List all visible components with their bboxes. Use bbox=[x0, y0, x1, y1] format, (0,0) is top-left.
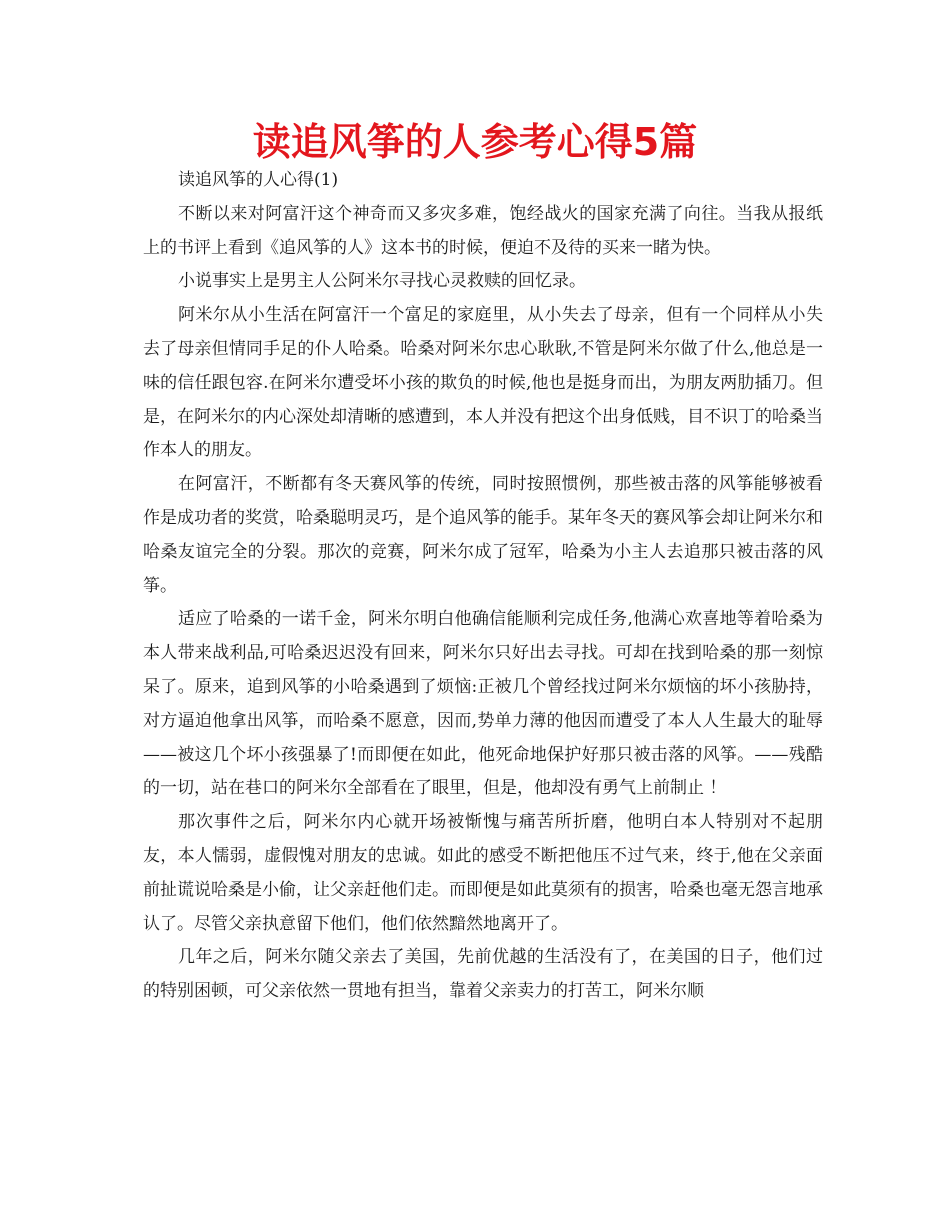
document-body bbox=[143, 164, 823, 1009]
paragraph: 适应了哈桑的一诺千金，阿米尔明白他确信能顺利完成任务,他满心欢喜地等着哈桑为本人带来战利品,可哈桑迟迟没有回来，阿米尔只好出去寻找。可却在找到哈桑的那一刻惊呆了。原来，追到风筝的小哈桑遇到了烦恼:正被几个曾经找过阿米尔烦恼的坏小孩胁持，对方逼迫他拿出风筝，而哈桑不愿意，因而,势单力薄的他因而遭受了本人人生最大的耻辱——被这几个坏小孩强暴了!而即便在如此，他死命地保护好那只被击落的风筝。——残酷的一切，站在巷口的阿米尔全部看在了眼里，但是，他却没有勇气上前制止 ！ bbox=[143, 609, 823, 799]
paragraph: 阿米尔从小生活在阿富汗一个富足的家庭里，从小失去了母亲，但有一个同样从小失去了母亲但情同手足的仆人哈桑。哈桑对阿米尔忠心耿耿,不管是阿米尔做了什么,他总是一味的信任跟包容.在阿米尔遭受坏小孩的欺负的时候,他也是挺身而出，为朋友两肋插刀。但是，在阿米尔的内心深处却清晰的感遭到，本人并没有把这个出身低贱，目不识丁的哈桑当作本人的朋友。 bbox=[143, 305, 823, 461]
paragraph: 小说事实上是男主人公阿米尔寻找心灵救赎的回忆录。 bbox=[178, 271, 586, 292]
document-title: 读追风筝的人参考心得5篇 bbox=[252, 120, 698, 164]
paragraph-subtitle: 读追风筝的人心得(1) bbox=[178, 170, 339, 190]
paragraph: 几年之后，阿米尔随父亲去了美国，先前优越的生活没有了，在美国的日子，他们过的特别困顿，可父亲依然一贯地有担当，靠着父亲卖力的打苦工，阿米尔顺 bbox=[143, 947, 823, 1002]
paragraph: 不断以来对阿富汗这个神奇而又多灾多难，饱经战火的国家充满了向往。当我从报纸上的书评上看到《追风筝的人》这本书的时候，便迫不及待的买来一睹为快。 bbox=[143, 203, 823, 258]
paragraph: 那次事件之后，阿米尔内心就开场被惭愧与痛苦所折磨，他明白本人特别对不起朋友，本人懦弱，虚假愧对朋友的忠诚。如此的感受不断把他压不过气来，终于,他在父亲面前扯谎说哈桑是小偷，让父亲赶他们走。而即便是如此莫须有的损害，哈桑也毫无怨言地承认了。尽管父亲执意留下他们，他们依然黯然地离开了。 bbox=[143, 812, 823, 934]
paragraph: 在阿富汗，不断都有冬天赛风筝的传统，同时按照惯例，那些被击落的风筝能够被看作是成功者的奖赏，哈桑聪明灵巧，是个追风筝的能手。某年冬天的赛风筝会却让阿米尔和哈桑友谊完全的分裂。那次的竞赛，阿米尔成了冠军，哈桑为小主人去追那只被击落的风筝。 bbox=[143, 474, 823, 596]
